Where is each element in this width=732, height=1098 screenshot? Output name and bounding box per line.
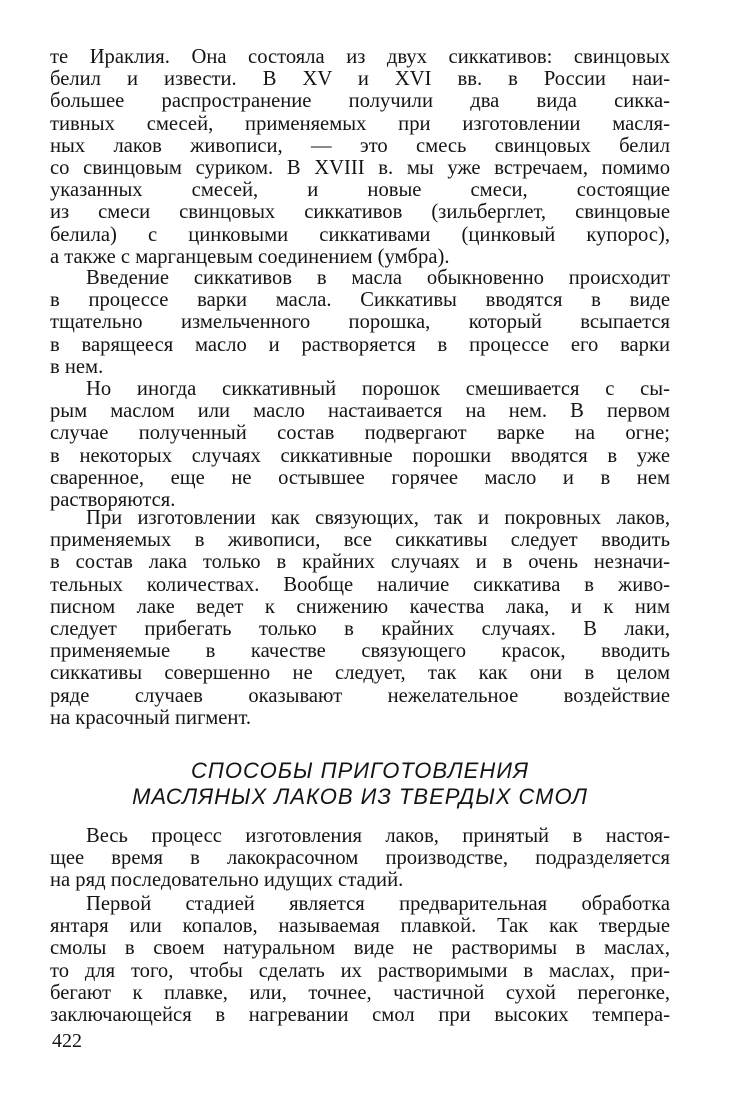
heading-line: МАСЛЯНЫХ ЛАКОВ ИЗ ТВЕРДЫХ СМОЛ [132, 784, 588, 809]
text-line: белил и извести. В XV и XVI вв. в России наи- [50, 68, 670, 91]
paragraph-first-stage-melting [50, 893, 670, 1026]
text-line: бегают к плавке, или, точнее, частичной сухой перегонке, [50, 981, 670, 1004]
text-line: Введение сиккативов в масла обыкновенно происходит [86, 267, 670, 289]
text-line: белила) с цинковыми сиккативами (цинковый купорос), [50, 223, 670, 246]
paragraph-lacquer-usage [50, 507, 670, 729]
text-line: а также с марганцевым соединением (умбра). [50, 245, 450, 268]
text-line: смолы в своем натуральном виде не растворимы в маслах, [50, 937, 670, 960]
text-line: из смеси свинцовых сиккативов (зильберглет, свинцовые [50, 201, 670, 224]
text-line: на ряд последовательно идущих стадий. [50, 869, 404, 892]
text-line: щее время в лакокрасочном производстве, подразделяется [50, 847, 670, 870]
text-line: те Ираклия. Она состояла из двух сиккативов: свинцовых [50, 46, 670, 68]
text-line: ных лаков живописи, — это смесь свинцовых белил [50, 134, 670, 157]
text-line: в варящееся масло и растворяется в процессе его варки [50, 333, 670, 356]
text-line: в состав лака только в крайних случаях и в очень незначи- [50, 551, 670, 574]
text-line: случае полученный состав подвергают варке на огне; [50, 422, 670, 445]
text-line: Весь процесс изготовления лаков, принятый в настоя- [86, 825, 670, 847]
text-line: Но иногда сиккативный порошок смешивается с сы- [86, 378, 670, 400]
text-line: со свинцовым суриком. В XVIII в. мы уже встречаем, помимо [50, 157, 670, 180]
text-line: ряде случаев оказывают нежелательное воздействие [50, 684, 670, 707]
text-line: применяемых в живописи, все сиккативы следует вводить [50, 529, 670, 552]
section-heading [50, 758, 670, 810]
text-line: растворяются. [50, 489, 176, 512]
paragraph-introduction-of-sikkatives [50, 267, 670, 378]
text-line: сиккативы совершенно не следует, так как они в целом [50, 662, 670, 685]
heading-line: СПОСОБЫ ПРИГОТОВЛЕНИЯ [191, 758, 529, 783]
paragraph-sikkatives-history [50, 46, 670, 268]
text-line: применяемые в качестве связующего красок, вводить [50, 640, 670, 663]
text-line: то для того, чтобы сделать их растворимыми в маслах, при- [50, 959, 670, 982]
text-line: тивных смесей, применяемых при изготовлении масля- [50, 112, 670, 135]
text-line: большее распространение получили два вида сикка- [50, 90, 670, 113]
text-line: следует прибегать только в крайних случаях. В лаки, [50, 618, 670, 641]
text-line: в нем. [50, 355, 104, 378]
page-number: 422 [52, 1030, 82, 1052]
text-line: тельных количествах. Вообще наличие сиккатива в живо- [50, 573, 670, 596]
text-line: рым маслом или масло настаивается на нем. В первом [50, 400, 670, 423]
text-line: сваренное, еще не остывшее горячее масло и в нем [50, 466, 670, 489]
text-line: При изготовлении как связующих, так и покровных лаков, [86, 507, 670, 529]
text-line: указанных смесей, и новые смеси, состоящие [50, 179, 670, 202]
text-line: писном лаке ведет к снижению качества лака, и к ним [50, 595, 670, 618]
text-line: в некоторых случаях сиккативные порошки вводятся в уже [50, 444, 670, 467]
paragraph-raw-oil-mixing [50, 378, 670, 511]
text-line: заключающейся в нагревании смол при высоких темпера- [50, 1004, 670, 1027]
text-line: в процессе варки масла. Сиккативы вводятся в виде [50, 289, 670, 312]
text-line: на красочный пигмент. [50, 706, 252, 729]
text-line: Первой стадией является предварительная обработка [86, 893, 670, 915]
paragraph-process-stages [50, 825, 670, 892]
text-line: тщательно измельченного порошка, который всыпается [50, 311, 670, 334]
text-line: янтаря или копалов, называемая плавкой. Так как твердые [50, 915, 670, 938]
